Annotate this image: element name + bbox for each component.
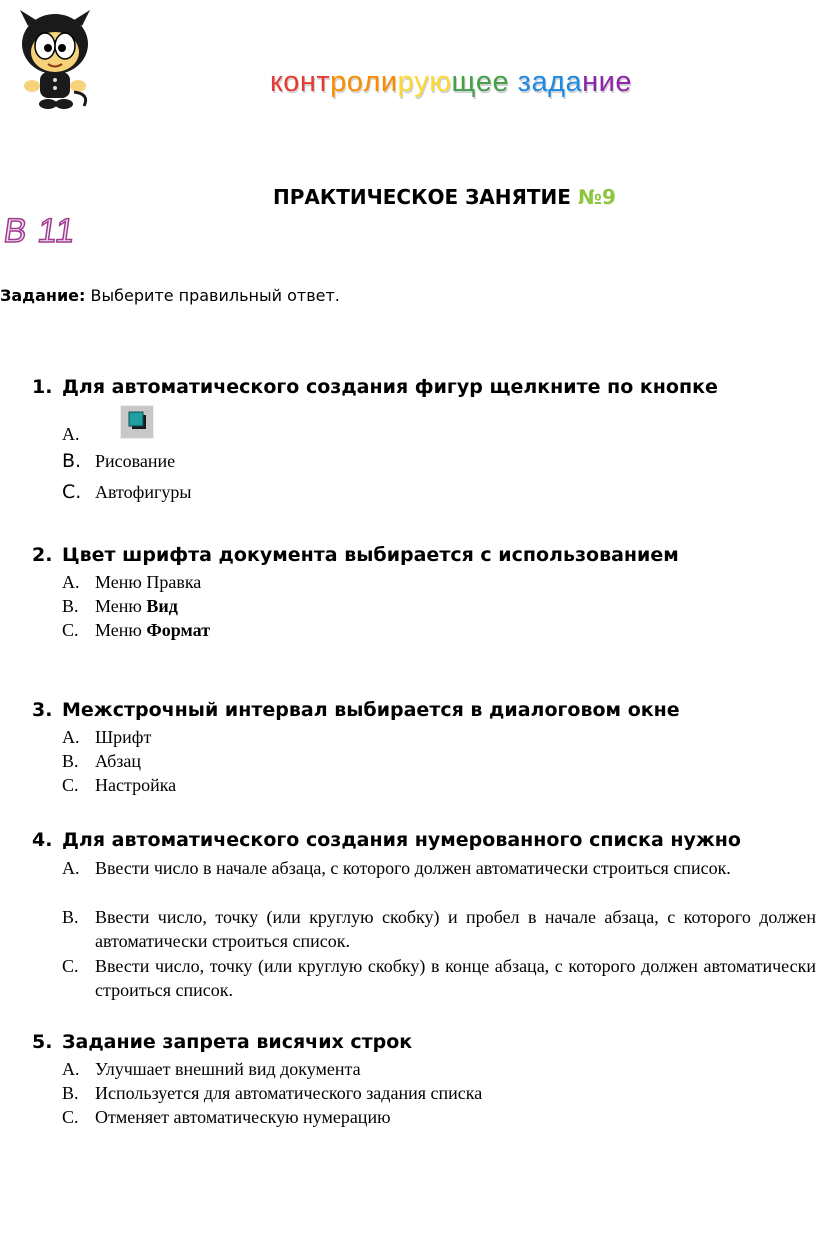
option-letter: C. <box>62 620 79 640</box>
task-text: Выберите правильный ответ. <box>85 286 340 305</box>
question-3: 3. Межстрочный интервал выбирается в диалоговом окне <box>32 699 680 721</box>
option-letter: B. <box>62 450 82 472</box>
option-4c: C. Ввести число, точку (или круглую скобку) в конце абзаца, с которого должен автоматически строиться список. <box>62 956 816 1000</box>
option-3a: A. Шрифт <box>62 727 152 747</box>
option-3c: C. Настройка <box>62 775 177 795</box>
task-instruction <box>0 286 340 305</box>
option-1c: C. Автофигуры <box>62 481 192 503</box>
question-text: Для автоматического создания фигур щелкните по кнопке <box>62 376 718 398</box>
option-1b: B. Рисование <box>62 450 176 472</box>
banner-title: контролирующее задание <box>270 66 633 98</box>
option-4b: B. Ввести число, точку (или круглую скобку) и пробел в начале абзаца, с которого должен автоматически строиться список. <box>62 907 816 951</box>
option-5a: A. Улучшает внешний вид документа <box>62 1059 361 1079</box>
option-letter: C. <box>62 1107 79 1127</box>
devil-mascot-icon <box>14 6 96 110</box>
option-5c: C. Отменяет автоматическую нумерацию <box>62 1107 391 1127</box>
question-text: Межстрочный интервал выбирается в диалоговом окне <box>62 699 680 721</box>
option-1a <box>62 424 95 445</box>
question-4: 4. Для автоматического создания нумерованного списка нужно <box>32 829 741 851</box>
option-letter: C. <box>62 775 79 795</box>
question-text: Задание запрета висячих строк <box>62 1031 413 1053</box>
option-5b: B. Используется для автоматического задания списка <box>62 1083 483 1103</box>
question-text: Для автоматического создания нумерованного списка нужно <box>62 829 741 851</box>
option-letter: B. <box>62 907 79 927</box>
option-4a: A. Ввести число в начале абзаца, с которого должен автоматически строиться список. <box>62 858 731 878</box>
title-number: №9 <box>577 185 616 209</box>
variant-label: В 11 <box>1 212 79 250</box>
option-2b: B. Меню Вид <box>62 596 178 616</box>
option-3b: B. Абзац <box>62 751 141 771</box>
option-letter: A. <box>62 1059 80 1079</box>
option-letter: A. <box>62 424 80 444</box>
question-1: 1. Для автоматического создания фигур щелкните по кнопке <box>32 376 718 398</box>
task-label: Задание: <box>0 286 86 305</box>
toolbar-button-icon <box>120 405 154 439</box>
option-letter: C. <box>62 956 79 976</box>
title-prefix: ПРАКТИЧЕСКОЕ ЗАНЯТИЕ <box>273 185 578 209</box>
option-2c: C. Меню Формат <box>62 620 211 640</box>
option-letter: A. <box>62 572 80 592</box>
option-letter: B. <box>62 1083 79 1103</box>
question-text: Цвет шрифта документа выбирается с использованием <box>62 544 679 566</box>
option-2a: A. Меню Правка <box>62 572 202 592</box>
option-letter: B. <box>62 751 79 771</box>
option-letter: B. <box>62 596 79 616</box>
question-5: 5. Задание запрета висячих строк <box>32 1031 413 1053</box>
option-letter: A. <box>62 858 80 878</box>
page-title <box>273 185 616 209</box>
option-letter: A. <box>62 727 80 747</box>
question-2: 2. Цвет шрифта документа выбирается с использованием <box>32 544 679 566</box>
option-letter: C. <box>62 481 82 503</box>
